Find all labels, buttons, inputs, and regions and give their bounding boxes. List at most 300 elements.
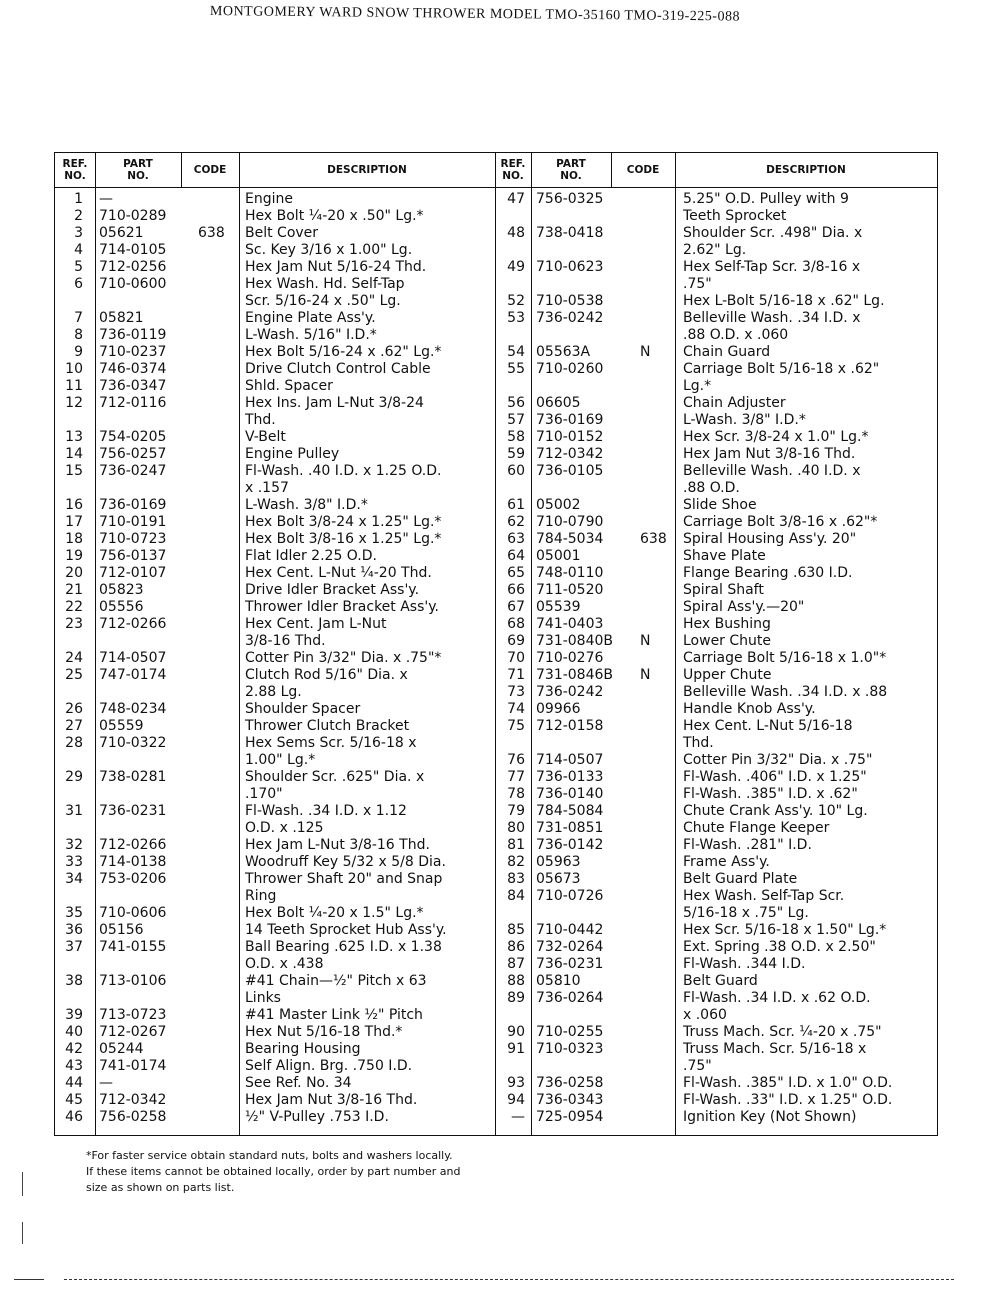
header-part-left: PART NO. [123,158,153,182]
table-row [55,1092,937,1109]
part-number: 754-0205 [99,429,167,445]
ref-number: 9 [74,344,83,360]
ref-number: 74 [507,701,525,717]
ref-number: 31 [65,803,83,819]
part-number: 756-0257 [99,446,167,462]
header-code-left: CODE [193,164,227,176]
description-text: 1.00" Lg.* [245,752,316,768]
ref-number: 65 [507,565,525,581]
description-text: .75" [683,1058,712,1074]
description-text: Engine Plate Ass'y. [245,310,376,326]
part-number: 736-0343 [536,1092,604,1108]
description-text: .75" [683,276,712,292]
ref-number: 28 [65,735,83,751]
part-number: 714-0507 [99,650,167,666]
ref-number: 8 [74,327,83,343]
ref-number: 71 [507,667,525,683]
part-number: 710-0276 [536,650,604,666]
description-text: Truss Mach. Scr. ¼-20 x .75" [683,1024,882,1040]
table-row [55,480,937,497]
description-text: Drive Idler Bracket Ass'y. [245,582,420,598]
ref-number: 66 [507,582,525,598]
part-number: 784-5084 [536,803,604,819]
part-number: 05563A [536,344,591,360]
ref-number: 27 [65,718,83,734]
table-row [55,718,937,735]
part-number: 736-0231 [536,956,604,972]
part-number: 710-0260 [536,361,604,377]
table-row [55,208,937,225]
scan-edge-mark [22,1222,23,1244]
description-text: Flange Bearing .630 I.D. [683,565,853,581]
footnote: *For faster service obtain standard nuts, bolts and washers locally. If these items cannot be obtained locally, order by part number and size as shown on parts list. [86,1149,461,1194]
description-text: Fl-Wash. .34 I.D. x .62 O.D. [683,990,871,1006]
ref-number: 75 [507,718,525,734]
description-text: Shoulder Spacer [245,701,361,717]
part-number: 710-0723 [99,531,167,547]
ref-number: 47 [507,191,525,207]
ref-number: 90 [507,1024,525,1040]
description-text: Ext. Spring .38 O.D. x 2.50" [683,939,876,955]
description-text: 3/8-16 Thd. [245,633,326,649]
scan-edge-mark [14,1279,44,1280]
part-number: 712-0266 [99,616,167,632]
ref-number: 1 [74,191,83,207]
ref-number: 33 [65,854,83,870]
ref-number: — [511,1109,525,1125]
ref-number: 16 [65,497,83,513]
description-text: Hex Jam Nut 5/16-24 Thd. [245,259,427,275]
description-text: Frame Ass'y. [683,854,770,870]
description-text: Chute Crank Ass'y. 10" Lg. [683,803,868,819]
ref-number: 17 [65,514,83,530]
ref-number: 29 [65,769,83,785]
description-text: Belleville Wash. .40 I.D. x [683,463,861,479]
ref-number: 86 [507,939,525,955]
table-row [55,463,937,480]
ref-number: 12 [65,395,83,411]
description-text: Thrower Clutch Bracket [245,718,410,734]
ref-number: 5 [74,259,83,275]
description-text: 5/16-18 x .75" Lg. [683,905,809,921]
table-row [55,548,937,565]
description-text: L-Wash. 3/8" I.D.* [245,497,368,513]
header-part-right: PART NO. [556,158,586,182]
ref-number: 59 [507,446,525,462]
part-number: 05963 [536,854,581,870]
header-ref-right: REF. NO. [500,158,526,182]
part-number: 05673 [536,871,581,887]
description-text: Cotter Pin 3/32" Dia. x .75"* [245,650,442,666]
description-text: Fl-Wash. .33" I.D. x 1.25" O.D. [683,1092,893,1108]
table-row [55,871,937,888]
description-text: #41 Chain—½" Pitch x 63 [245,973,427,989]
description-text: Hex Self-Tap Scr. 3/8-16 x [683,259,861,275]
part-number: 710-0538 [536,293,604,309]
part-number: 05001 [536,548,581,564]
table-row [55,1109,937,1126]
table-row [55,1007,937,1024]
part-number: — [99,191,113,207]
table-row [55,973,937,990]
part-number: 05810 [536,973,581,989]
part-number: 09966 [536,701,581,717]
header-divider [55,187,937,188]
description-text: Spiral Ass'y.—20" [683,599,805,615]
ref-number: 69 [507,633,525,649]
table-row [55,361,937,378]
part-number: 741-0403 [536,616,604,632]
table-row [55,684,937,701]
ref-number: 77 [507,769,525,785]
description-text: Hex Cent. L-Nut ¼-20 Thd. [245,565,432,581]
table-row [55,378,937,395]
ref-number: 63 [507,531,525,547]
description-text: O.D. x .125 [245,820,324,836]
table-row [55,820,937,837]
ref-number: 21 [65,582,83,598]
description-text: Thd. [245,412,276,428]
ref-number: 45 [65,1092,83,1108]
ref-number: 64 [507,548,525,564]
description-text: Carriage Bolt 5/16-18 x .62" [683,361,880,377]
description-text: Fl-Wash. .281" I.D. [683,837,812,853]
part-number: 736-0231 [99,803,167,819]
part-number: 713-0723 [99,1007,167,1023]
header-ref-left: REF. NO. [62,158,88,182]
description-text: Engine Pulley [245,446,340,462]
part-number: 738-0281 [99,769,167,785]
part-number: 710-0322 [99,735,167,751]
description-text: Hex Bolt 5/16-24 x .62" Lg.* [245,344,442,360]
ref-number: 43 [65,1058,83,1074]
table-row [55,633,937,650]
ref-number: 78 [507,786,525,802]
part-number: 731-0851 [536,820,604,836]
page-title: MONTGOMERY WARD SNOW THROWER MODEL TMO-35160 TMO-319-225-088 [209,4,741,25]
table-row [55,667,937,684]
description-text: Carriage Bolt 3/8-16 x .62"* [683,514,878,530]
part-number: 725-0954 [536,1109,604,1125]
part-number: 710-0623 [536,259,604,275]
table-row [55,1041,937,1058]
part-number: 736-0258 [536,1075,604,1091]
part-number: 06605 [536,395,581,411]
code-value: N [640,633,651,649]
header-description-left: DESCRIPTION [327,164,407,176]
part-number: 05556 [99,599,144,615]
ref-number: 56 [507,395,525,411]
part-number: 711-0520 [536,582,604,598]
ref-number: 40 [65,1024,83,1040]
ref-number: 67 [507,599,525,615]
description-text: Shoulder Scr. .498" Dia. x [683,225,863,241]
description-text: Hex Bolt ¼-20 x .50" Lg.* [245,208,424,224]
ref-number: 25 [65,667,83,683]
description-text: Belt Guard Plate [683,871,798,887]
ref-number: 37 [65,939,83,955]
table-row [55,616,937,633]
description-text: 2.62" Lg. [683,242,747,258]
table-row [55,752,937,769]
description-text: Fl-Wash. .406" I.D. x 1.25" [683,769,867,785]
ref-number: 23 [65,616,83,632]
part-number: 710-0255 [536,1024,604,1040]
header-description-right: DESCRIPTION [766,164,846,176]
description-text: Cotter Pin 3/32" Dia. x .75" [683,752,873,768]
part-number: 713-0106 [99,973,167,989]
table-row [55,565,937,582]
part-number: 736-0264 [536,990,604,1006]
table-row [55,650,937,667]
part-number: 05156 [99,922,144,938]
part-number: 05621 [99,225,144,241]
ref-number: 79 [507,803,525,819]
table-row [55,990,937,1007]
description-text: Shld. Spacer [245,378,333,394]
table-row [55,939,937,956]
ref-number: 87 [507,956,525,972]
table-row [55,276,937,293]
description-text: Fl-Wash. .344 I.D. [683,956,806,972]
ref-number: 14 [65,446,83,462]
description-text: L-Wash. 3/8" I.D.* [683,412,806,428]
description-text: Hex Scr. 5/16-18 x 1.50" Lg.* [683,922,887,938]
part-number: 736-0140 [536,786,604,802]
description-text: 2.88 Lg. [245,684,302,700]
table-row [55,854,937,871]
description-text: .170" [245,786,283,802]
part-number: 736-0142 [536,837,604,853]
ref-number: 94 [507,1092,525,1108]
table-row [55,191,937,208]
description-text: Shave Plate [683,548,766,564]
part-number: 736-0169 [536,412,604,428]
description-text: Hex Jam Nut 3/8-16 Thd. [683,446,856,462]
table-row [55,344,937,361]
ref-number: 18 [65,531,83,547]
part-number: 710-0600 [99,276,167,292]
part-number: 736-0242 [536,684,604,700]
description-text: Hex Bolt ¼-20 x 1.5" Lg.* [245,905,424,921]
part-number: 05821 [99,310,144,326]
ref-number: 62 [507,514,525,530]
description-text: Spiral Housing Ass'y. 20" [683,531,857,547]
part-number: — [99,1075,113,1091]
part-number: 748-0234 [99,701,167,717]
ref-number: 68 [507,616,525,632]
ref-number: 48 [507,225,525,241]
ref-number: 7 [74,310,83,326]
description-text: O.D. x .438 [245,956,324,972]
ref-number: 93 [507,1075,525,1091]
description-text: Thrower Idler Bracket Ass'y. [245,599,439,615]
description-text: Clutch Rod 5/16" Dia. x [245,667,408,683]
table-row [55,259,937,276]
ref-number: 55 [507,361,525,377]
description-text: Fl-Wash. .34 I.D. x 1.12 [245,803,407,819]
description-text: Belt Guard [683,973,758,989]
ref-number: 91 [507,1041,525,1057]
ref-number: 70 [507,650,525,666]
description-text: Handle Knob Ass'y. [683,701,816,717]
table-row [55,327,937,344]
part-number: 731-0846B [536,667,614,683]
ref-number: 49 [507,259,525,275]
description-text: Shoulder Scr. .625" Dia. x [245,769,425,785]
description-text: Hex Bolt 3/8-16 x 1.25" Lg.* [245,531,442,547]
part-number: 736-0133 [536,769,604,785]
ref-number: 42 [65,1041,83,1057]
part-number: 712-0266 [99,837,167,853]
ref-number: 81 [507,837,525,853]
description-text: Truss Mach. Scr. 5/16-18 x [683,1041,867,1057]
table-row [55,956,937,973]
table-row [55,497,937,514]
part-number: 712-0107 [99,565,167,581]
part-number: 748-0110 [536,565,604,581]
ref-number: 34 [65,871,83,887]
description-text: Chute Flange Keeper [683,820,830,836]
part-number: 738-0418 [536,225,604,241]
table-row [55,514,937,531]
part-number: 05559 [99,718,144,734]
ref-number: 89 [507,990,525,1006]
description-text: 5.25" O.D. Pulley with 9 [683,191,849,207]
description-text: See Ref. No. 34 [245,1075,352,1091]
table-row [55,837,937,854]
part-number: 741-0174 [99,1058,167,1074]
part-number: 736-0119 [99,327,167,343]
ref-number: 85 [507,922,525,938]
description-text: Spiral Shaft [683,582,764,598]
ref-number: 10 [65,361,83,377]
description-text: .88 O.D. x .060 [683,327,789,343]
description-text: L-Wash. 5/16" I.D.* [245,327,377,343]
table-row [55,395,937,412]
scan-edge-mark [22,1172,23,1196]
ref-number: 80 [507,820,525,836]
part-number: 710-0442 [536,922,604,938]
description-text: Hex Nut 5/16-18 Thd.* [245,1024,403,1040]
description-text: .88 O.D. [683,480,740,496]
table-row [55,446,937,463]
ref-number: 15 [65,463,83,479]
part-number: 05002 [536,497,581,513]
description-text: Hex Scr. 3/8-24 x 1.0" Lg.* [683,429,869,445]
description-text: Carriage Bolt 5/16-18 x 1.0"* [683,650,887,666]
description-text: Hex Cent. Jam L-Nut [245,616,387,632]
description-text: Links [245,990,281,1006]
ref-number: 19 [65,548,83,564]
description-text: Slide Shoe [683,497,757,513]
part-number: 05244 [99,1041,144,1057]
part-number: 756-0325 [536,191,604,207]
part-number: 741-0155 [99,939,167,955]
ref-number: 24 [65,650,83,666]
part-number: 714-0105 [99,242,167,258]
part-number: 736-0105 [536,463,604,479]
ref-number: 88 [507,973,525,989]
code-value: 638 [198,225,225,241]
ref-number: 32 [65,837,83,853]
description-text: Ball Bearing .625 I.D. x 1.38 [245,939,442,955]
table-row [55,922,937,939]
description-text: Fl-Wash. .385" I.D. x .62" [683,786,858,802]
table-row [55,803,937,820]
table-row [55,1024,937,1041]
part-number: 712-0158 [536,718,604,734]
part-number: 710-0606 [99,905,167,921]
description-text: Hex Jam Nut 3/8-16 Thd. [245,1092,418,1108]
description-text: Ignition Key (Not Shown) [683,1109,857,1125]
description-text: Hex Ins. Jam L-Nut 3/8-24 [245,395,424,411]
part-number: 712-0342 [536,446,604,462]
scan-edge-mark [64,1279,954,1280]
description-text: Drive Clutch Control Cable [245,361,431,377]
description-text: Belt Cover [245,225,319,241]
part-number: 712-0267 [99,1024,167,1040]
ref-number: 2 [74,208,83,224]
code-value: N [640,344,651,360]
table-row [55,225,937,242]
part-number: 746-0374 [99,361,167,377]
part-number: 736-0242 [536,310,604,326]
description-text: x .060 [683,1007,727,1023]
ref-number: 36 [65,922,83,938]
part-number: 747-0174 [99,667,167,683]
part-number: 784-5034 [536,531,604,547]
table-row [55,242,937,259]
description-text: Hex Bolt 3/8-24 x 1.25" Lg.* [245,514,442,530]
description-text: Hex L-Bolt 5/16-18 x .62" Lg. [683,293,885,309]
part-number: 710-0191 [99,514,167,530]
column-divider [611,153,612,187]
description-text: Hex Sems Scr. 5/16-18 x [245,735,417,751]
description-text: Chain Adjuster [683,395,786,411]
ref-number: 6 [74,276,83,292]
description-text: Sc. Key 3/16 x 1.00" Lg. [245,242,413,258]
ref-number: 73 [507,684,525,700]
part-number: 714-0138 [99,854,167,870]
description-text: Self Align. Brg. .750 I.D. [245,1058,413,1074]
description-text: Belleville Wash. .34 I.D. x .88 [683,684,888,700]
part-number: 714-0507 [536,752,604,768]
part-number: 731-0840B [536,633,614,649]
description-text: Hex Wash. Self-Tap Scr. [683,888,845,904]
part-number: 710-0726 [536,888,604,904]
description-text: Woodruff Key 5/32 x 5/8 Dia. [245,854,446,870]
ref-number: 44 [65,1075,83,1091]
description-text: Hex Cent. L-Nut 5/16-18 [683,718,853,734]
description-text: Chain Guard [683,344,771,360]
part-number: 732-0264 [536,939,604,955]
description-text: #41 Master Link ½" Pitch [245,1007,423,1023]
description-text: Lg.* [683,378,712,394]
ref-number: 4 [74,242,83,258]
ref-number: 35 [65,905,83,921]
table-row [55,531,937,548]
ref-number: 57 [507,412,525,428]
ref-number: 83 [507,871,525,887]
part-number: 710-0323 [536,1041,604,1057]
table-row [55,293,937,310]
description-text: Hex Jam L-Nut 3/8-16 Thd. [245,837,430,853]
ref-number: 3 [74,225,83,241]
description-text: Ring [245,888,277,904]
table-row [55,786,937,803]
column-divider [181,153,182,187]
